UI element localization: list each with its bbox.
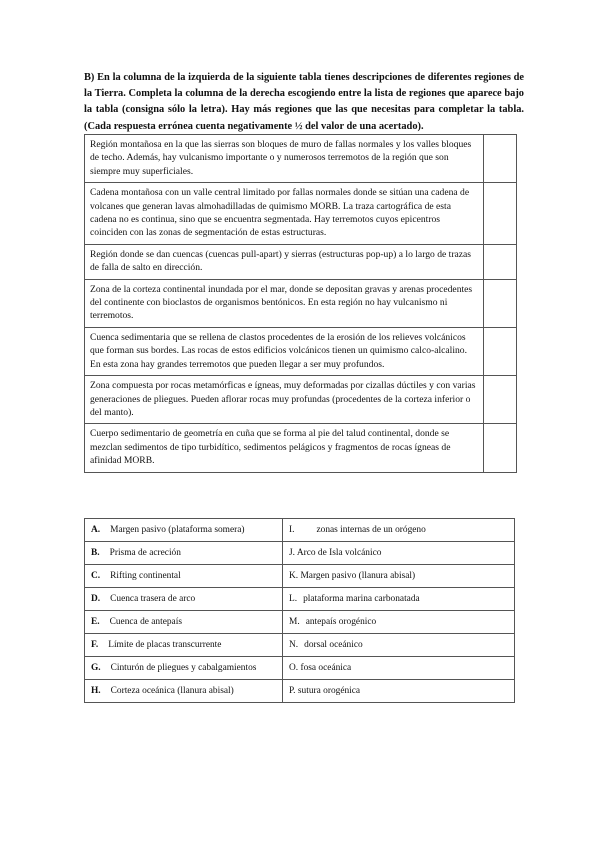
region-option: L. plataforma marina carbonatada [283,588,515,611]
table-row [85,244,517,279]
description-cell: Cadena montañosa con un valle central limitado por fallas normales donde se sitúan una cadena de volcanes que generan lavas almohadilladas de quimismo MORB. La traza cartográfica de esta cadena no es continua, sino que se encuentra segmentada. Hay terremotos cuyos epicentros coinciden con las zonas de segmentación de estas estructuras. [85,183,484,245]
regions-table [84,518,515,703]
region-option: P. sutura orogénica [283,680,515,703]
description-cell: Región donde se dan cuencas (cuencas pull-apart) y sierras (estructuras pop-up) a lo largo de trazas de falla de salto en dirección. [85,244,484,279]
answer-cell[interactable] [484,424,517,472]
table-row [85,376,517,424]
table-row [85,611,515,634]
region-option: A. Margen pasivo (plataforma somera) [85,519,283,542]
descriptions-table [84,134,517,473]
question-intro: B) En la columna de la izquierda de la siguiente tabla tienes descripciones de diferentes regiones de la Tierra. Completa la columna de la derecha escogiendo entre la lista de regiones que aparece bajo la tabla (consigna sólo la letra). Hay más regiones que las que necesitas para completar la tabla. (Cada respuesta errónea cuenta negativamente ½ del valor de una acertado). [84,72,524,132]
table-row [85,657,515,680]
table-row [85,588,515,611]
region-option: O. fosa oceánica [283,657,515,680]
region-option: M. antepaís orogénico [283,611,515,634]
answer-cell[interactable] [484,279,517,327]
answer-cell[interactable] [484,327,517,375]
region-option: B. Prisma de acreción [85,542,283,565]
description-cell: Cuerpo sedimentario de geometría en cuña que se forma al pie del talud continental, donde se mezclan sedimentos de tipo turbidítico, sedimentos pelágicos y fragmentos de rocas ígneas de afinidad MORB. [85,424,484,472]
region-option: D. Cuenca trasera de arco [85,588,283,611]
description-cell: Zona compuesta por rocas metamórficas e ígneas, muy deformadas por cizallas dúctiles y con varias generaciones de pliegues. Pueden aflorar rocas muy profundas (procedentes de la corteza inferior o del manto). [85,376,484,424]
table-row [85,424,517,472]
region-option: N. dorsal oceánico [283,634,515,657]
region-option: E. Cuenca de antepaís [85,611,283,634]
table-row [85,565,515,588]
answer-cell[interactable] [484,376,517,424]
table-row [85,327,517,375]
answer-cell[interactable] [484,183,517,245]
answer-cell[interactable] [484,135,517,183]
description-cell: Cuenca sedimentaria que se rellena de clastos procedentes de la erosión de los relieves volcánicos que forman sus bordes. Las rocas de estos edificios volcánicos tienen un quimismo calco-alcalino. En esta zona hay grandes terremotos que pueden llegar a ser muy profundos. [85,327,484,375]
description-cell: Región montañosa en la que las sierras son bloques de muro de fallas normales y los valles bloques de techo. Además, hay vulcanismo importante o y numerosos terremotos de la región que son siempre muy superficiales. [85,135,484,183]
region-option: F. Límite de placas transcurrente [85,634,283,657]
table-row [85,279,517,327]
region-option: H. Corteza oceánica (llanura abisal) [85,680,283,703]
table-row [85,135,517,183]
table-row [85,680,515,703]
description-cell: Zona de la corteza continental inundada por el mar, donde se depositan gravas y arenas procedentes del continente con bioclastos de organismos bentónicos. En esta región no hay vulcanismo ni terremotos. [85,279,484,327]
answer-cell[interactable] [484,244,517,279]
table-row [85,519,515,542]
region-option: I. zonas internas de un orógeno [283,519,515,542]
table-row [85,634,515,657]
region-option: G. Cinturón de pliegues y cabalgamientos [85,657,283,680]
region-option: C. Rifting continental [85,565,283,588]
table-row [85,542,515,565]
region-option: J. Arco de Isla volcánico [283,542,515,565]
region-option: K. Margen pasivo (llanura abisal) [283,565,515,588]
table-row [85,183,517,245]
